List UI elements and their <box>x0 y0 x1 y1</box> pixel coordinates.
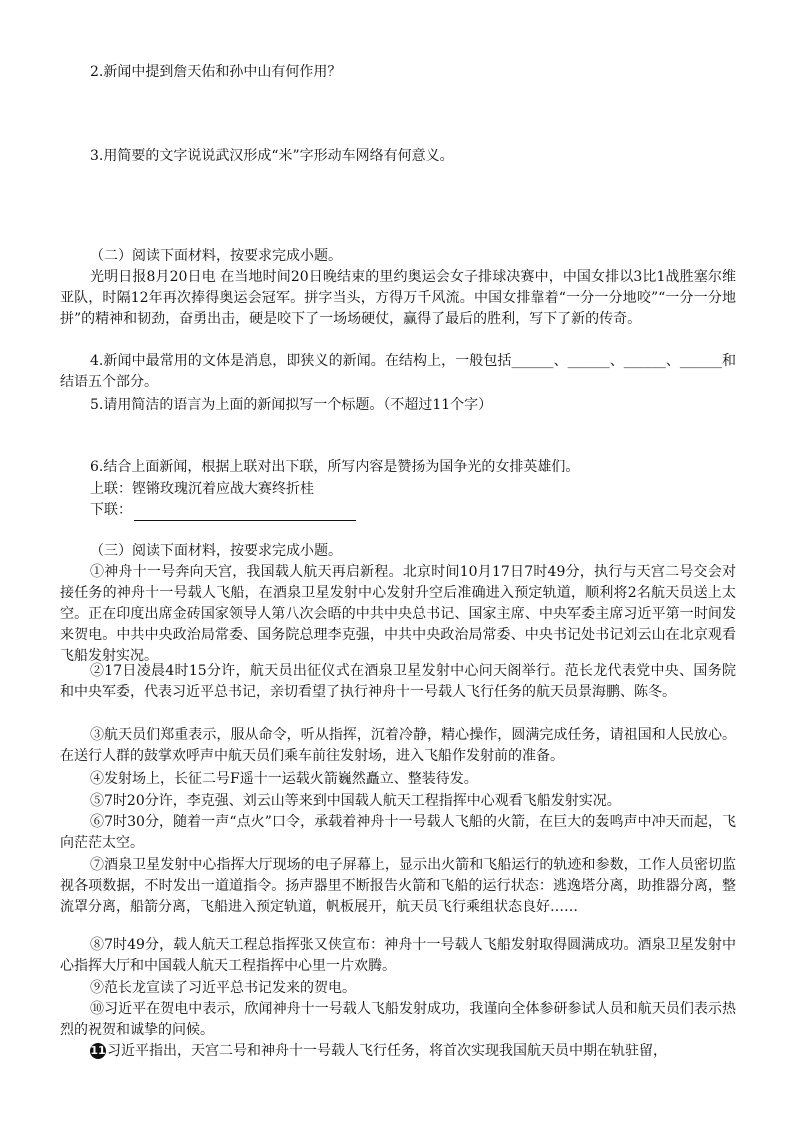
paragraph-2: ②17日凌晨4时15分许，航天员出征仪式在酒泉卫星发射中心问天阁举行。范长龙代表党中央、国务院和中央军委，代表习近平总书记，亲切看望了执行神舟十一号载人飞行任务的航天员景海鹏、陈冬。 <box>60 663 736 700</box>
question-5: 5.请用简洁的语言为上面的新闻拟写一个标题。（不超过11个字） <box>90 397 493 413</box>
couplet-lower <box>90 500 356 521</box>
paragraph-11 <box>60 1041 736 1062</box>
paragraph-11-text: 习近平指出，天宫二号和神舟十一号载人飞行任务，将首次实现我国航天员中期在轨驻留， <box>107 1043 667 1059</box>
paragraph-3: ③航天员们郑重表示，服从命令，听从指挥，沉着冷静，精心操作，圆满完成任务，请祖国和人民放心。在送行人群的鼓掌欢呼声中航天员们乘车前往发射场，进入飞船作发射前的准备。 <box>60 727 736 764</box>
section-3-heading: （三）阅读下面材料，按要求完成小题。 <box>90 543 342 559</box>
paragraph-1: ①神舟十一号奔向天宫，我国载人航天再启新程。北京时间10月17日7时49分，执行与天宫二号交会对接任务的神舟十一号载人飞船，在酒泉卫星发射中心发射升空后准确进入预定轨道，顺利将2名航天员送上太空。正在印度出席金砖国家领导人第八次会晤的中共中央总书记、国家主席、中央军委主席习近平第一时间发来贺电。中共中央政治局常委、国务院总理李克强，中共中央政治局常委、中央书记处书记刘云山在北京观看飞船发射实况。 <box>60 564 736 664</box>
circled-number-11: 11 <box>90 1044 106 1057</box>
section-2-heading: （二）阅读下面材料，按要求完成小题。 <box>90 248 342 264</box>
question-2: 2.新闻中提到詹天佑和孙中山有何作用？ <box>90 64 342 80</box>
paragraph-9: ⑨范长龙宣读了习近平总书记发来的贺电。 <box>90 980 356 996</box>
couplet-lower-blank[interactable] <box>134 506 356 521</box>
couplet-lower-label: 下联： <box>90 502 132 518</box>
question-4: 4.新闻中最常用的文体是消息，即狭义的新闻。在结构上，一般包括______、______、______、______和结语五个部分。 <box>60 353 736 390</box>
question-3: 3.用简要的文字说说武汉形成“米”字形动车网络有何意义。 <box>90 148 454 164</box>
paragraph-8: ⑧7时49分，载人航天工程总指挥张又侠宣布：神舟十一号载人飞船发射取得圆满成功。酒泉卫星发射中心指挥大厅和中国载人航天工程指挥中心里一片欢腾。 <box>60 937 736 974</box>
paragraph-6: ⑥7时30分，随着一声“点火”口令，承载着神舟十一号载人飞船的火箭，在巨大的轰鸣声中冲天而起，飞向茫茫太空。 <box>60 814 736 851</box>
paragraph-7: ⑦酒泉卫星发射中心指挥大厅现场的电子屏幕上，显示出火箭和飞船运行的轨迹和参数，工作人员密切监视各项数据，不时发出一道道指令。扬声器里不断报告火箭和飞船的运行状态：逃逸塔分离，助推器分离，整流罩分离，船箭分离，飞船进入预定轨道，帆板展开，航天员飞行乘组状态良好…… <box>60 857 736 915</box>
couplet-upper: 上联：铿锵玫瑰沉着应战大赛终折桂 <box>90 481 314 497</box>
question-6: 6.结合上面新闻，根据上联对出下联，所写内容是赞扬为国争光的女排英雄们。 <box>90 459 580 475</box>
paragraph-5: ⑤7时20分许，李克强、刘云山等来到中国载人航天工程指挥中心观看飞船发射实况。 <box>90 793 621 809</box>
paragraph-10: ⑩习近平在贺电中表示，欣闻神舟十一号载人飞船发射成功，我谨向全体参研参试人员和航天员们表示热烈的祝贺和诚挚的问候。 <box>60 1001 736 1038</box>
news-article-volleyball: 光明日报8月20日电 在当地时间20日晚结束的里约奥运会女子排球决赛中，中国女排以3比1战胜塞尔维亚队，时隔12年再次捧得奥运会冠军。拼字当头，方得万千风流。中国女排靠着“一分一分地咬”“一分一分地拼”的精神和韧劲，奋勇出击，硬是咬下了一场场硬仗，赢得了最后的胜利，写下了新的传奇。 <box>60 269 736 327</box>
paragraph-4: ④发射场上，长征二号F遥十一运载火箭巍然矗立、整装待发。 <box>90 771 478 787</box>
